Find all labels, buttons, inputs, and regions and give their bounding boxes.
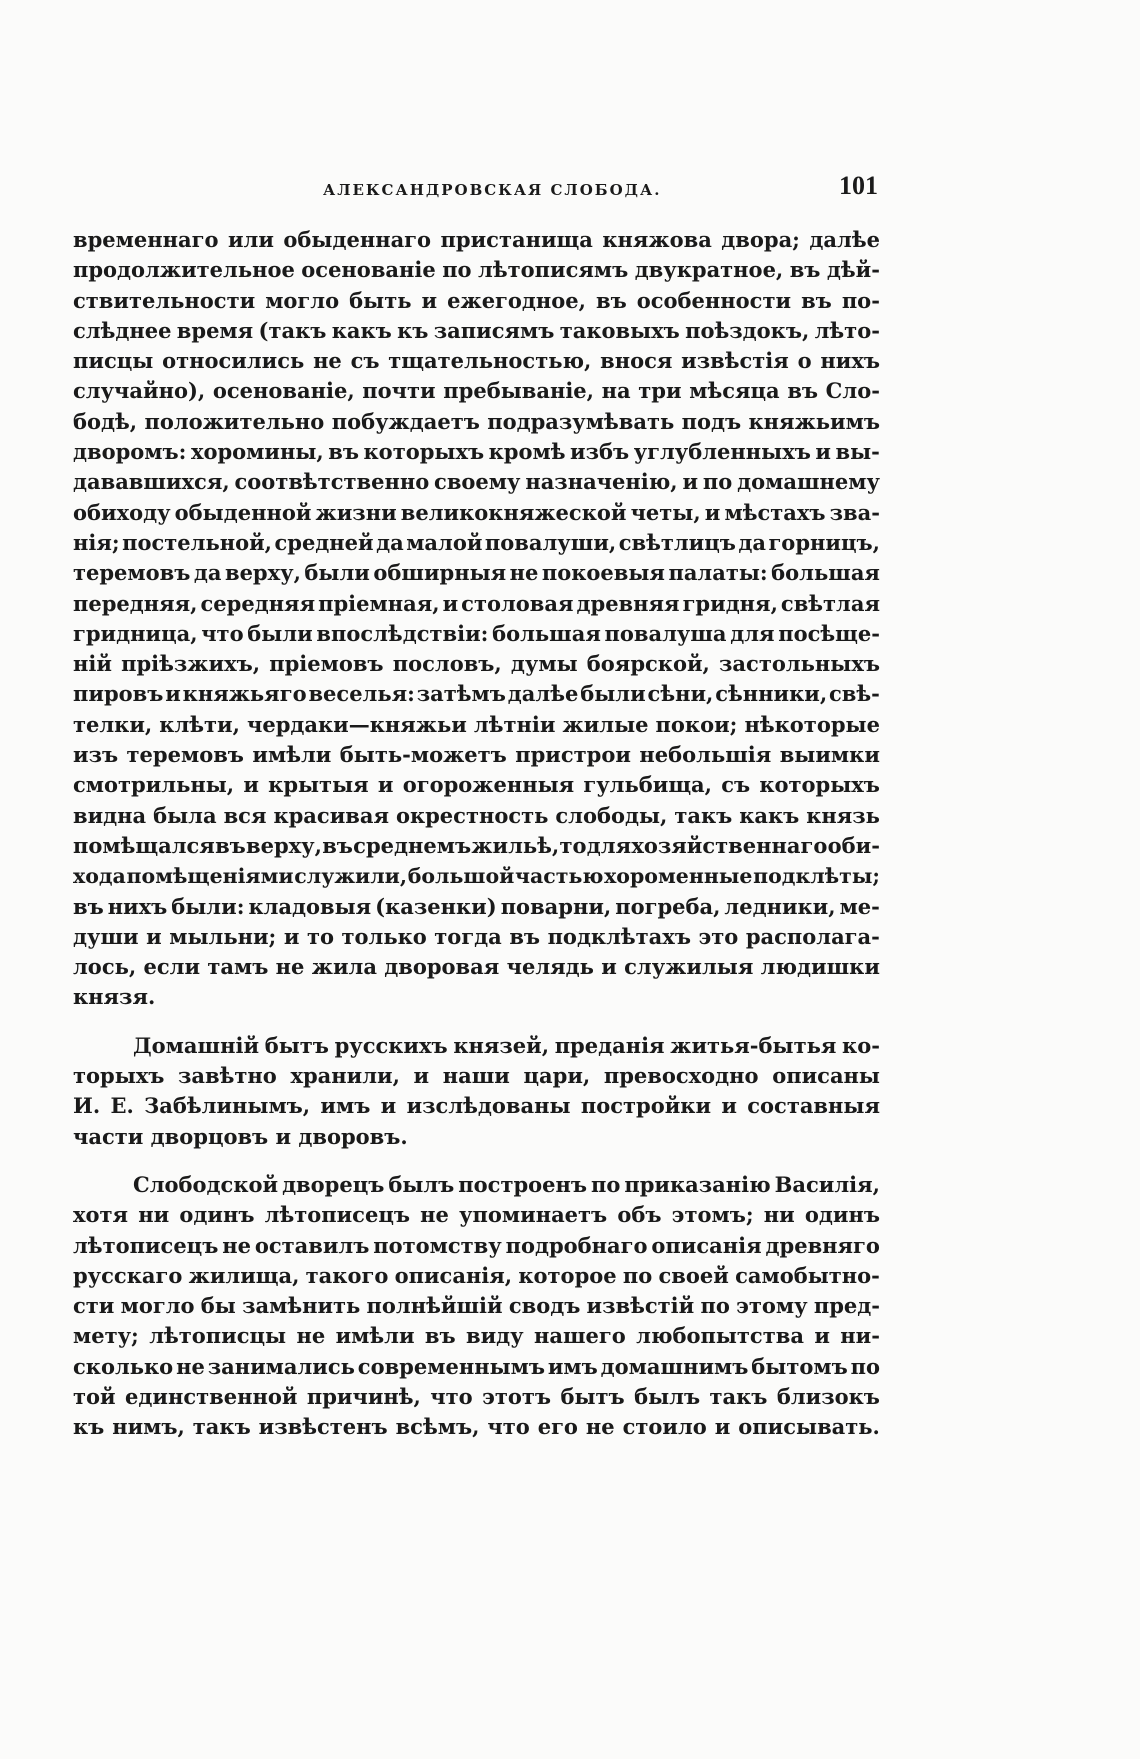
text-line: нія; постельной, средней да малой повалуши, свѣтлицъ да горницъ, — [73, 529, 880, 555]
text-line: мету; лѣтописцы не имѣли въ виду нашего любопытства и ни- — [73, 1323, 880, 1349]
text-line: передняя, середняя пріемная, и столовая древняя гридня, свѣтлая — [73, 590, 880, 616]
text-line: къ нимъ, такъ извѣстенъ всѣмъ, что его не стоило и описывать. — [73, 1414, 880, 1440]
text-line: дававшихся, соотвѣтственно своему назначенію, и по домашнему — [73, 469, 880, 495]
paragraph-2 — [73, 1031, 880, 1152]
paragraph-gap — [73, 1152, 880, 1170]
text-line: той единственной причинѣ, что этотъ бытъ былъ такъ близокъ — [73, 1383, 880, 1409]
text-line: сколько не занимались современнымъ имъ домашнимъ бытомъ по — [73, 1353, 880, 1379]
text-line: теремовъ да верху, были обширныя не покоевыя палаты: большая — [73, 560, 880, 586]
page-number: 101 — [839, 171, 878, 200]
text-line: сти могло бы замѣнить полнѣйшій сводъ извѣстій по этому пред- — [73, 1293, 880, 1319]
text-line: торыхъ завѣтно хранили, и наши цари, превосходно описаны — [73, 1063, 880, 1089]
text-line: въ нихъ были: кладовыя (казенки) поварни, погреба, ледники, ме- — [73, 893, 880, 919]
text-line: писцы относились не съ тщательностью, внося извѣстія о нихъ — [73, 348, 880, 374]
text-line: русскаго жилища, такого описанія, которое по своей самобытно- — [73, 1262, 880, 1288]
paragraph-1 — [73, 225, 880, 1013]
text-line: продолжительное осенованіе по лѣтописямъ двукратное, въ дѣй- — [73, 257, 880, 283]
text-line: И. Е. Забѣлинымъ, имъ и изслѣдованы постройки и составныя — [73, 1093, 880, 1119]
text-line: хотя ни одинъ лѣтописецъ не упоминаетъ объ этомъ; ни одинъ — [73, 1202, 880, 1228]
text-line: части дворцовъ и дворовъ. — [73, 1123, 408, 1149]
text-line: ній пріѣзжихъ, пріемовъ пословъ, думы боярской, застольныхъ — [73, 651, 880, 677]
text-line: Домашній бытъ русскихъ князей, преданія житья-бытья ко- — [133, 1032, 880, 1058]
text-line: смотрильны, и крытыя и огороженныя гульбища, съ которыхъ — [73, 772, 880, 798]
text-line: Слободской дворецъ былъ построенъ по приказанію Василія, — [133, 1171, 880, 1197]
text-line: помѣщался въ верху, въ среднемъ жильѣ, то для хозяйственнаго оби- — [73, 832, 880, 858]
text-line: ствительности могло быть и ежегодное, въ особенности въ по- — [73, 287, 880, 313]
text-line: слѣднее время (такъ какъ къ записямъ таковыхъ поѣздокъ, лѣто- — [73, 317, 880, 343]
paragraph-3 — [73, 1170, 880, 1443]
text-line: изъ теремовъ имѣли быть-можетъ пристрои небольшія выимки — [73, 742, 880, 768]
text-line: случайно), осенованіе, почти пребываніе, на три мѣсяца въ Сло- — [73, 378, 880, 404]
text-line: видна была вся красивая окрестность слободы, такъ какъ князь — [73, 802, 880, 828]
running-title: АЛЕКСАНДРОВСКАЯ СЛОБОДА. — [323, 181, 662, 199]
text-line: временнаго или обыденнаго пристанища княжова двора; далѣе — [73, 227, 880, 252]
text-line: дворомъ: хоромины, въ которыхъ кромѣ избъ углубленныхъ и вы- — [73, 439, 880, 465]
text-line: князя. — [73, 984, 156, 1010]
text-line: лѣтописецъ не оставилъ потомству подробнаго описанія древняго — [73, 1232, 880, 1258]
text-line: обиходу обыденной жизни великокняжеской четы, и мѣстахъ зва- — [73, 499, 880, 525]
body-text — [73, 225, 880, 1443]
text-line: души и мыльни; и то только тогда въ подклѣтахъ это располага- — [73, 923, 880, 949]
text-line: лось, если тамъ не жила дворовая челядь и служилыя людишки — [73, 954, 880, 980]
page-header — [73, 171, 880, 211]
text-line: телки, клѣти, чердаки—княжьи лѣтніи жилые покои; нѣкоторые — [73, 711, 880, 737]
text-line: гридница, что были впослѣдствіи: большая повалуша для посѣще- — [73, 620, 880, 646]
text-line: хода помѣщеніями служили, большой частью хороменные подклѣты; — [73, 864, 880, 889]
text-line: пировъ и княжьяго веселья: затѣмъ далѣе были сѣни, сѣнники, свѣ- — [73, 681, 880, 707]
text-line: бодѣ, положительно побуждаетъ подразумѣвать подъ княжьимъ — [73, 408, 880, 434]
paragraph-gap — [73, 1013, 880, 1031]
